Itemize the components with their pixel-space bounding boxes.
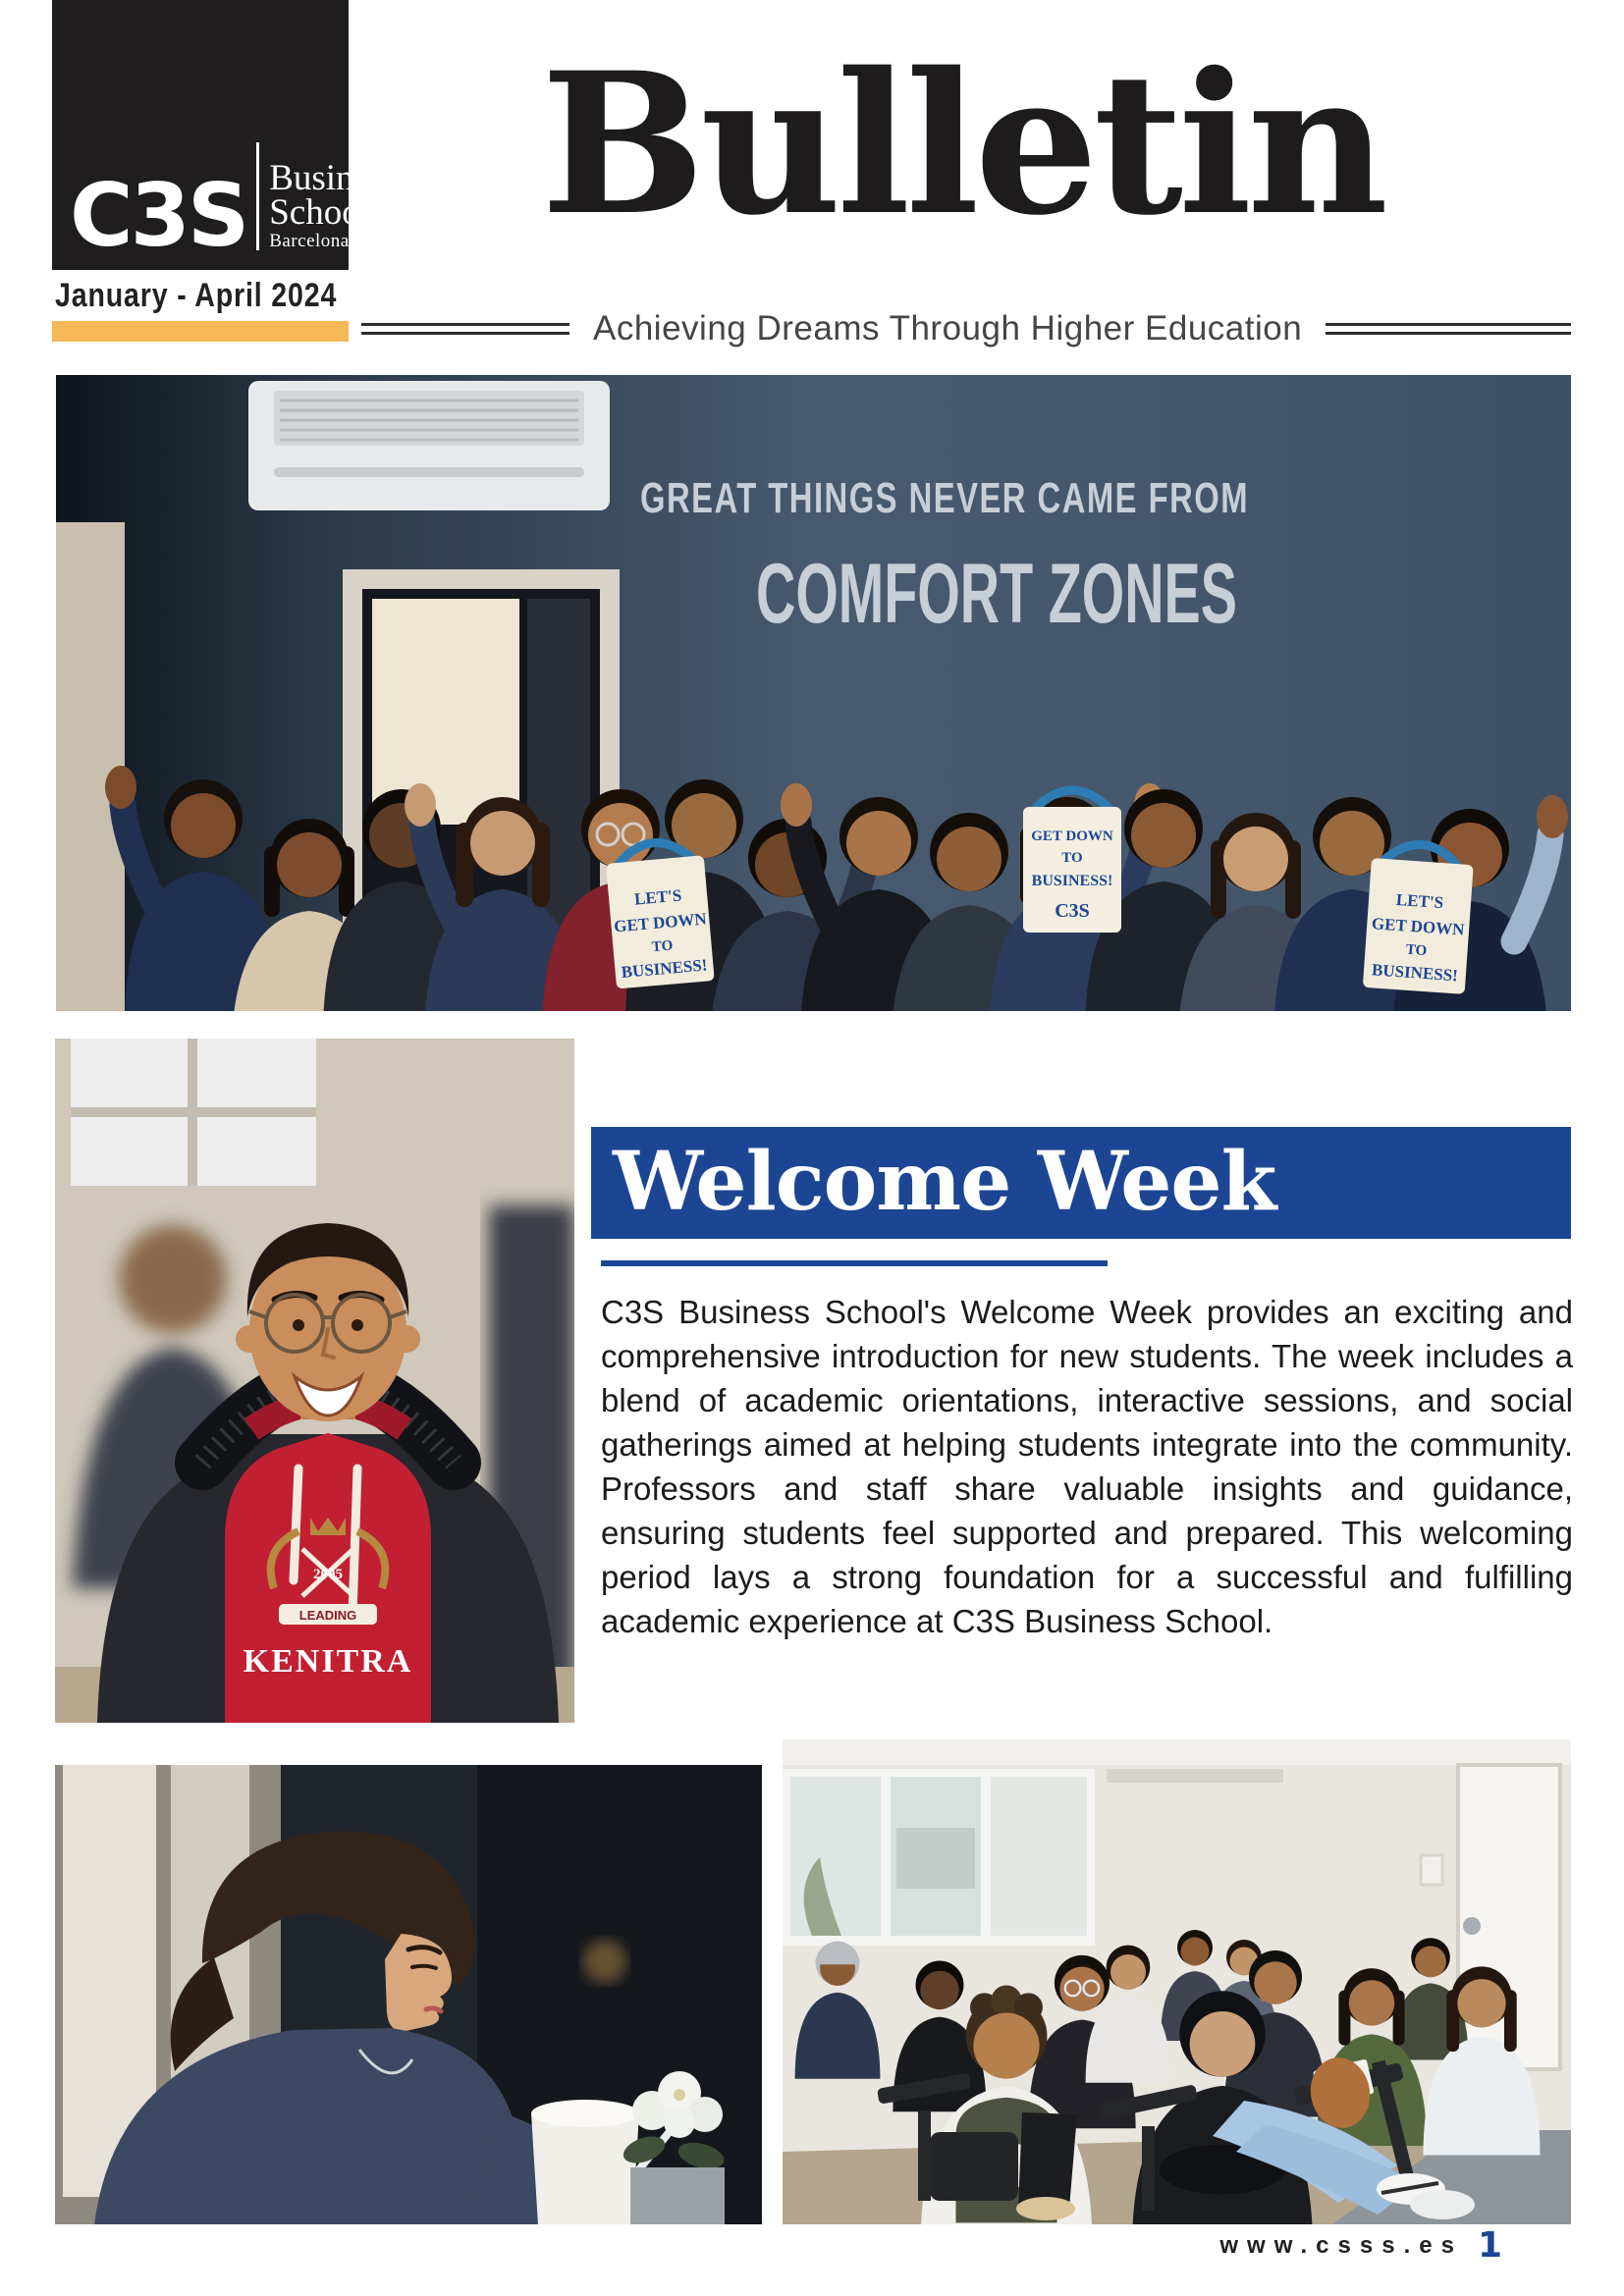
black-pants — [1018, 2112, 1077, 2209]
hoodie-wordmark: KENITRA — [243, 1643, 413, 1680]
svg-text:LET'S: LET'S — [1395, 889, 1444, 913]
writing-student-photo — [55, 1765, 762, 2224]
page-number: 1 — [1477, 2225, 1502, 2266]
shoe — [1016, 2197, 1075, 2220]
wall-quote-line1: GREAT THINGS NEVER CAME FROM — [640, 474, 1249, 522]
tagline: Achieving Dreams Through Higher Education — [593, 309, 1303, 347]
classroom-photo — [783, 1739, 1571, 2224]
tote-bag — [605, 838, 715, 988]
bulletin-title: Bulletin — [540, 29, 1384, 258]
tote-bag — [1363, 841, 1475, 994]
logo-word-school: School — [269, 191, 370, 233]
svg-text:TO: TO — [651, 937, 674, 956]
door-handle — [1463, 1917, 1481, 1935]
c3s-logo — [52, 0, 399, 270]
blind-roll — [1107, 1769, 1283, 1783]
svg-text:BUSINESS!: BUSINESS! — [1031, 873, 1113, 889]
writing-photo-illustration — [55, 1765, 762, 2224]
light-switch — [1421, 1855, 1442, 1885]
issue-date: January - April 2024 — [55, 277, 338, 314]
svg-text:GET DOWN: GET DOWN — [613, 909, 708, 936]
page-footer — [1219, 2225, 1502, 2266]
svg-text:TO: TO — [1061, 850, 1083, 866]
logo-divider — [256, 142, 259, 250]
hero-group-photo — [56, 375, 1571, 1011]
article-body: C3S Business School's Welcome Week provides an exciting and comprehensive introduction for new students. The week includes a blend of academic orientations, interactive sessions, and social gatherings aimed at helping students integrate into the community. Professors and staff share valuable insights and guidance, ensuring students feel supported and prepared. This welcoming period lays a strong foundation for a successful and fulfilling academic experience at C3S Business School. — [601, 1294, 1573, 1639]
hero-side-wall — [56, 522, 125, 1011]
website-url: www.csss.es — [1219, 2232, 1463, 2259]
classroom-illustration — [783, 1739, 1571, 2224]
wall-quote-line2: COMFORT ZONES — [756, 547, 1237, 641]
portrait-illustration — [55, 1039, 574, 1723]
hero-photo-illustration — [56, 375, 1571, 1011]
svg-text:BUSINESS!: BUSINESS! — [620, 955, 709, 983]
logo-acronym: C3S — [70, 165, 247, 267]
tagline-row — [361, 311, 1571, 347]
logo-word-business: Business — [269, 157, 399, 198]
article-title-underline — [601, 1260, 1108, 1266]
accent-bar — [52, 321, 349, 342]
svg-text:BUSINESS!: BUSINESS! — [1371, 960, 1459, 986]
svg-text:LET'S: LET'S — [633, 885, 683, 909]
svg-text:2005: 2005 — [313, 1567, 343, 1582]
warm-light — [583, 1940, 626, 1983]
svg-text:C3S: C3S — [1055, 900, 1090, 922]
article-title-banner — [591, 1127, 1571, 1239]
coffee-cup — [531, 2100, 639, 2224]
svg-text:GET DOWN: GET DOWN — [1031, 828, 1113, 844]
vase — [630, 2167, 725, 2224]
air-conditioner — [248, 381, 610, 510]
article-title: Welcome Week — [613, 1135, 1276, 1229]
svg-text:LEADING: LEADING — [298, 1608, 357, 1623]
tagline-rule-left — [361, 323, 569, 335]
svg-text:GET DOWN: GET DOWN — [1371, 914, 1466, 939]
background-window — [71, 1039, 316, 1186]
student-portrait-photo — [55, 1039, 574, 1723]
svg-text:TO: TO — [1405, 941, 1428, 960]
tote-bag — [1023, 790, 1121, 933]
c3s-logo-lockup — [70, 142, 399, 267]
tagline-rule-right — [1326, 323, 1571, 335]
logo-city: Barcelona — [269, 230, 350, 251]
